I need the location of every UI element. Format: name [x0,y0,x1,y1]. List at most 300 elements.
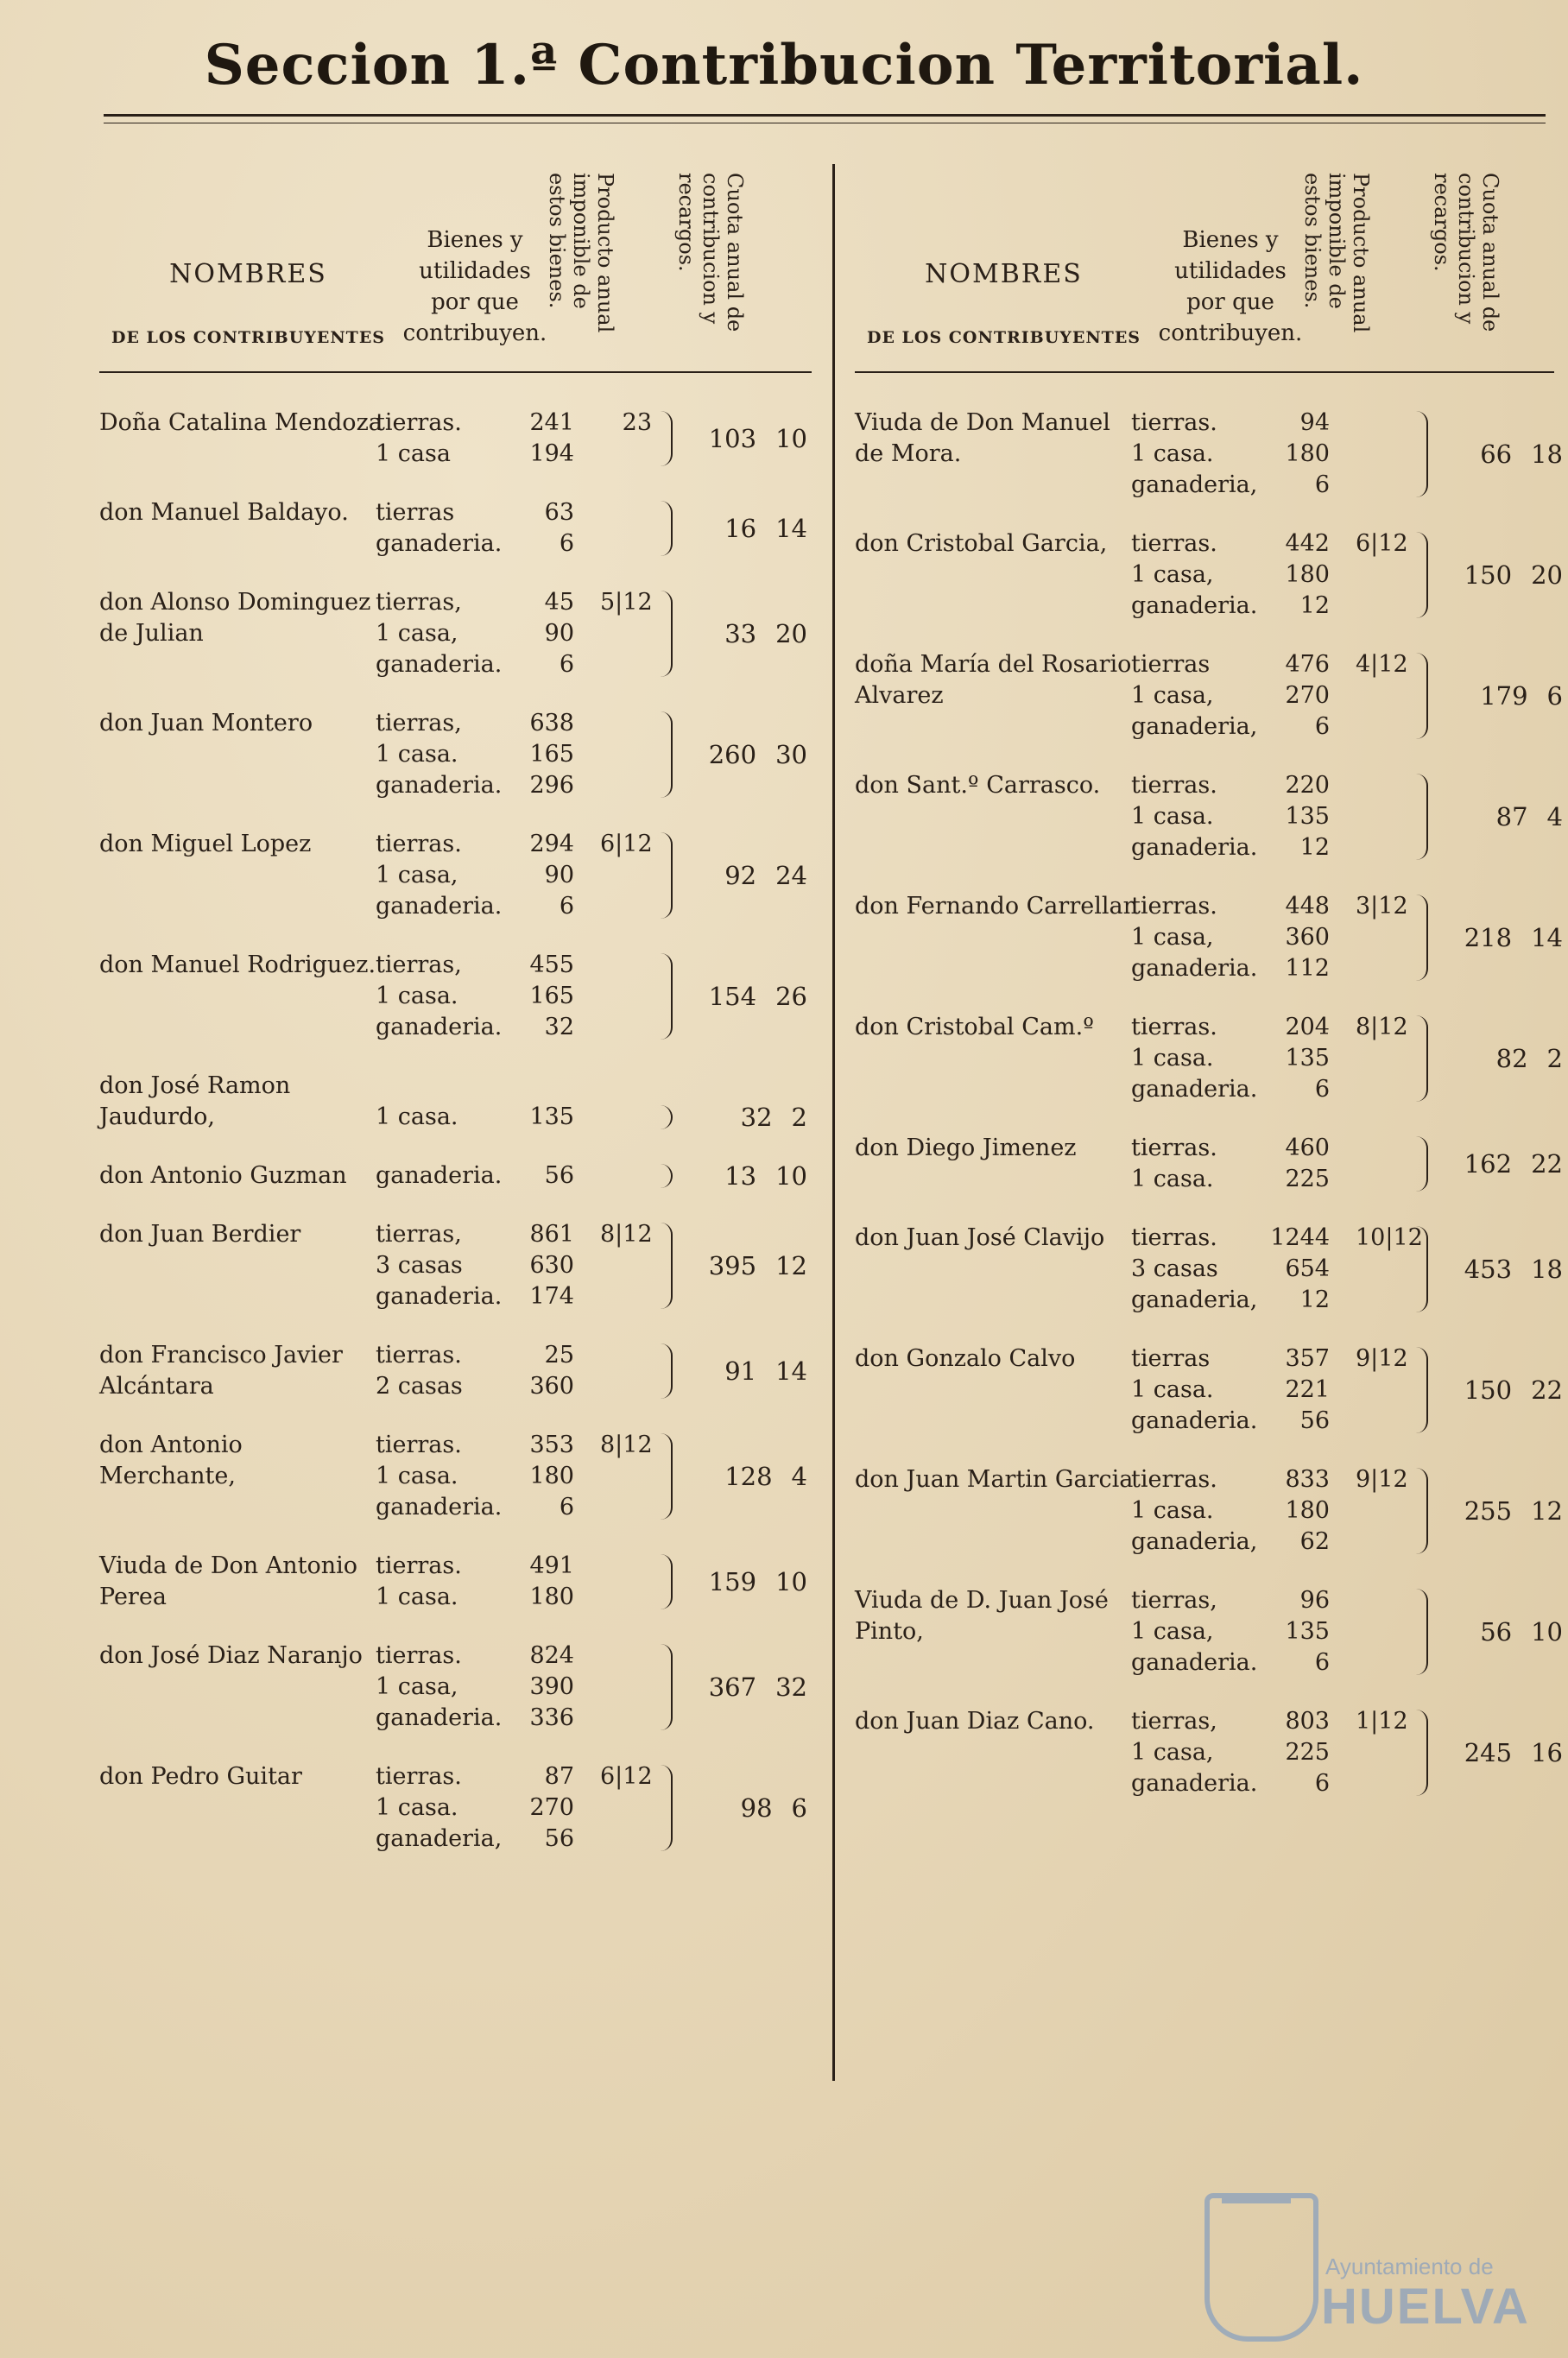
property-label: tierras. [1131,409,1217,436]
contributor-name: don Francisco Javier Alcántara [99,1342,343,1400]
left-entries [99,373,812,1882]
contributor-name: don Diego Jimenez [855,1135,1077,1161]
property-value: 6 [559,651,574,678]
cuota-maravedis: 6 [1546,681,1563,711]
property-value: 630 [529,1252,574,1279]
property-value: 357 [1285,1345,1330,1372]
property-value: 6 [559,530,574,557]
column-divider [832,164,835,2081]
property-label: tierras [1131,651,1211,678]
cuota-value [678,1250,807,1281]
property-label: ganaderia. [376,1283,503,1310]
property-value: 6 [559,1494,574,1520]
cuota-reales: 154 [708,982,757,1011]
property-item [1131,408,1330,439]
brace-mark [659,953,673,1040]
property-label: ganaderia. [376,893,503,920]
property-value: 654 [1285,1255,1330,1282]
cuota-value [678,1461,807,1492]
property-label: ganaderia. [1131,592,1258,619]
property-value: 12 [1299,834,1330,861]
property-value: 96 [1299,1587,1330,1614]
property-label: ganaderia, [1131,1286,1258,1313]
cuota-value [678,1792,807,1824]
cuota-maravedis: 24 [775,861,807,890]
logo-line2: HUELVA [1321,2279,1530,2335]
cuota-maravedis: 14 [775,514,807,543]
cuota-value [678,423,807,454]
property-value: 476 [1285,651,1330,678]
property-value: 180 [1285,440,1330,467]
property-value: 241 [529,409,574,436]
property-item [1131,470,1330,501]
property-items [1131,1464,1330,1558]
brace-mark [659,411,673,466]
property-value: 135 [1285,1618,1330,1645]
header-nombres: NOMBRES [925,259,1083,289]
property-value: 491 [529,1552,574,1579]
cuota-maravedis: 20 [775,619,807,648]
property-value: 336 [529,1704,574,1731]
cuota-maravedis: 18 [1531,1255,1563,1284]
property-value: 455 [529,951,574,978]
cuota-value [1433,680,1563,711]
cuota-maravedis: 22 [1531,1375,1563,1405]
property-item [1131,711,1330,743]
property-label: tierras. [376,1763,462,1790]
brace-mark [659,832,673,919]
property-item [376,891,574,922]
property-items [376,1102,574,1133]
property-item [376,1672,574,1703]
cuota-reales: 255 [1464,1496,1513,1526]
brace-mark [1414,1136,1428,1192]
property-item [376,1640,574,1672]
property-items [376,1640,574,1734]
cuota-value [678,739,807,770]
right-column [855,164,1563,1827]
property-label: tierras, [376,1221,462,1248]
property-items [1131,891,1330,984]
property-item [1131,1406,1330,1437]
property-item [1131,1737,1330,1768]
property-value: 296 [529,772,574,799]
brace-mark [659,1765,673,1851]
property-label: 1 casa. [1131,1045,1214,1072]
cuota-maravedis: 6 [791,1793,807,1823]
property-item [376,497,574,528]
property-items [1131,528,1330,622]
property-label: tierras. [376,1342,462,1369]
property-label: 1 casa. [1131,1497,1214,1524]
property-value: 180 [529,1463,574,1489]
property-label: 3 casas [1131,1255,1218,1282]
cuota-value [678,1102,807,1133]
cuota-maravedis: 10 [1531,1617,1563,1647]
header-producto: Producto anual imponible de estos bienes. [545,173,617,333]
table-row [99,950,812,1043]
cuota-maravedis: 10 [775,424,807,453]
table-header [855,164,1554,373]
property-label: 1 casa, [1131,924,1214,951]
contributor-name: don Antonio Guzman [99,1162,347,1189]
table-row [99,1551,812,1613]
property-value: 12 [1299,592,1330,619]
property-label: 2 casas [376,1373,463,1400]
property-label: tierras, [376,951,462,978]
property-item [376,1824,574,1855]
property-item [376,1102,574,1133]
property-label: ganaderia. [1131,1649,1258,1676]
property-item [1131,922,1330,953]
property-label: 1 casa, [1131,682,1214,709]
property-items [376,950,574,1043]
property-value: 824 [529,1642,574,1669]
header-nombres-sub: DE LOS CONTRIBUYENTES [866,328,1141,347]
property-items [1131,1343,1330,1437]
property-items [1131,1585,1330,1678]
contributor-name: don Sant.º Carrasco. [855,772,1101,799]
property-item [376,950,574,981]
property-value: 180 [1285,1497,1330,1524]
cuota-maravedis: 30 [775,740,807,769]
property-label: tierras [376,499,455,526]
property-item [1131,1585,1330,1616]
property-item [1131,680,1330,711]
property-value: 56 [544,1825,574,1852]
brace-mark [659,1554,673,1609]
contributor-name: Viuda de Don Manuel de Mora. [855,409,1110,467]
property-value: 294 [529,831,574,857]
contributor-name: don Cristobal Garcia, [855,530,1108,557]
cuota-value [1433,1254,1563,1285]
property-value: 360 [1285,924,1330,951]
property-value: 6 [1314,1649,1330,1676]
producto-value: 8|12 [600,1221,653,1248]
property-label: ganaderia. [376,1014,503,1040]
property-label: 1 casa. [1131,440,1214,467]
property-item [1131,891,1330,922]
cuota-reales: 32 [740,1103,773,1132]
table-row [855,528,1563,622]
brace-mark [659,711,673,798]
cuota-maravedis: 20 [1531,560,1563,590]
property-item [1131,953,1330,984]
cuota-maravedis: 10 [775,1567,807,1596]
cuota-value [678,618,807,649]
property-item [1131,1254,1330,1285]
property-label: tierras. [376,409,462,436]
table-row [855,891,1563,984]
property-label: 1 casa. [376,741,458,768]
property-item [376,1219,574,1250]
property-item [1131,528,1330,559]
property-label: tierras, [1131,1708,1217,1735]
contributor-name: don Pedro Guitar [99,1763,302,1790]
property-label: tierras, [376,589,462,616]
property-label: 1 casa, [376,862,458,888]
table-row [99,1640,812,1734]
cuota-value [1433,1148,1563,1179]
property-label: ganaderia, [1131,713,1258,740]
cuota-value [1433,922,1563,953]
cuota-maravedis: 2 [791,1103,807,1132]
property-item [1131,1495,1330,1527]
shield-icon [1204,2193,1318,2342]
property-label: ganaderia. [1131,1770,1258,1797]
cuota-reales: 179 [1480,681,1528,711]
cuota-reales: 56 [1480,1617,1513,1647]
header-producto: Producto anual imponible de estos bienes. [1300,173,1373,333]
table-row [99,1340,812,1402]
property-value: 135 [1285,1045,1330,1072]
cuota-reales: 150 [1464,1375,1513,1405]
contributor-name: don Manuel Rodriguez. [99,951,376,978]
brace-mark [1414,1468,1428,1554]
contributor-name: don Cristobal Cam.º [855,1014,1094,1040]
table-row [99,708,812,801]
property-value: 225 [1285,1739,1330,1766]
property-value: 165 [529,741,574,768]
property-items [376,1761,574,1855]
contributor-name: don José Ramon Jaudurdo, [99,1072,291,1130]
property-value: 460 [1285,1135,1330,1161]
property-value: 63 [544,499,574,526]
property-item [1131,591,1330,622]
cuota-value [678,1356,807,1387]
property-label: ganaderia. [376,1704,503,1731]
cuota-reales: 395 [708,1251,757,1280]
property-value: 833 [1285,1466,1330,1493]
property-label: ganaderia, [1131,1528,1258,1555]
property-items [376,1430,574,1523]
property-items [1131,649,1330,743]
producto-value: 5|12 [600,589,653,616]
property-label: 1 casa, [376,620,458,647]
property-value: 32 [544,1014,574,1040]
property-item [376,1160,574,1192]
property-value: 94 [1299,409,1330,436]
brace-mark [1414,653,1428,739]
property-items [376,829,574,922]
property-item [1131,1647,1330,1678]
producto-value: 9|12 [1356,1466,1408,1493]
property-value: 90 [544,620,574,647]
cuota-reales: 150 [1464,560,1513,590]
right-entries [855,373,1563,1827]
table-row [855,408,1563,501]
cuota-value [1433,1043,1563,1074]
property-item [1131,559,1330,591]
brace-mark [659,591,673,677]
cuota-value [1433,1495,1563,1527]
brace-mark [1414,1589,1428,1675]
table-row [855,1585,1563,1678]
property-label: ganaderia. [1131,1407,1258,1434]
property-item [1131,801,1330,832]
table-row [99,497,812,559]
property-value: 6 [1314,1076,1330,1103]
cuota-value [1433,559,1563,591]
property-value: 112 [1285,955,1330,982]
property-label: 1 casa. [376,1584,458,1610]
property-item [376,618,574,649]
contributor-name: doña María del Rosario Alvarez [855,651,1132,709]
cuota-maravedis: 22 [1531,1149,1563,1179]
producto-value: 6|12 [1356,530,1408,557]
cuota-maravedis: 4 [791,1462,807,1491]
cuota-reales: 128 [724,1462,773,1491]
contributor-name: don Gonzalo Calvo [855,1345,1076,1372]
property-item [1131,1375,1330,1406]
cuota-value [678,860,807,891]
logo-line1: Ayuntamiento de [1325,2254,1494,2279]
property-value: 353 [529,1432,574,1458]
cuota-reales: 16 [724,514,757,543]
table-row [855,1343,1563,1437]
property-value: 135 [1285,803,1330,830]
property-item [376,981,574,1012]
property-label: ganaderia. [376,772,503,799]
brace-mark [659,1105,673,1129]
table-row [99,1430,812,1523]
cuota-reales: 245 [1464,1738,1513,1767]
property-value: 270 [529,1794,574,1821]
producto-value: 10|12 [1356,1224,1423,1251]
property-value: 6 [559,893,574,920]
property-value: 861 [529,1221,574,1248]
property-items [1131,1706,1330,1799]
property-item [376,587,574,618]
property-value: 56 [544,1162,574,1189]
table-row [99,1071,812,1133]
property-items [1131,1133,1330,1195]
property-value: 638 [529,710,574,736]
property-item [1131,1527,1330,1558]
cuota-value [1433,801,1563,832]
property-item [1131,770,1330,801]
cuota-value [678,1566,807,1597]
property-item [1131,1133,1330,1164]
producto-value: 4|12 [1356,651,1408,678]
property-item [1131,832,1330,863]
property-item [376,1761,574,1792]
brace-mark [659,1343,673,1399]
cuota-reales: 13 [724,1161,757,1191]
cuota-reales: 82 [1495,1044,1528,1073]
header-nombres: NOMBRES [169,259,327,289]
header-bienes: Bienes y utilidades por que contribuyen. [402,227,547,346]
brace-mark [659,1433,673,1520]
table-row [99,587,812,680]
table-row [99,829,812,922]
property-value: 180 [1285,561,1330,588]
property-label: 1 casa, [1131,1618,1214,1645]
property-item [1131,1074,1330,1105]
property-label: ganaderia, [1131,471,1258,498]
brace-mark [659,501,673,556]
producto-value: 8|12 [600,1432,653,1458]
cuota-reales: 66 [1480,439,1513,469]
property-label: tierras [1131,1345,1211,1372]
contributor-name: don Miguel Lopez [99,831,312,857]
property-value: 165 [529,983,574,1009]
property-value: 6 [1314,713,1330,740]
property-label: 1 casa. [376,1463,458,1489]
property-value: 1244 [1270,1224,1330,1251]
cuota-reales: 260 [708,740,757,769]
property-label: 1 casa. [376,1103,458,1130]
property-item [376,528,574,559]
property-item [1131,1164,1330,1195]
cuota-reales: 87 [1495,802,1528,831]
property-items [1131,1223,1330,1316]
cuota-reales: 218 [1464,923,1513,952]
contributor-name: Viuda de D. Juan José Pinto, [855,1587,1109,1645]
contributor-name: Doña Catalina Mendoza [99,409,383,436]
property-item [1131,649,1330,680]
property-value: 6 [1314,471,1330,498]
cuota-maravedis: 12 [1531,1496,1563,1526]
cuota-value [678,981,807,1012]
property-items [1131,770,1330,863]
property-item [1131,1464,1330,1495]
property-label: ganaderia. [1131,1076,1258,1103]
property-value: 62 [1299,1528,1330,1555]
property-label: ganaderia, [376,1825,503,1852]
property-label: tierras. [1131,1014,1217,1040]
property-value: 220 [1285,772,1330,799]
property-value: 225 [1285,1166,1330,1192]
header-cuota: Cuota anual de contribucion y recargos. [1430,173,1502,332]
property-item [376,739,574,770]
property-label: 1 casa. [376,1794,458,1821]
page-title: Seccion 1.ª Contribucion Territorial. [204,33,1364,98]
brace-mark [659,1164,673,1188]
property-item [376,860,574,891]
property-value: 194 [529,440,574,467]
property-label: tierras. [376,831,462,857]
property-label: tierras. [1131,1135,1217,1161]
property-value: 12 [1299,1286,1330,1313]
property-label: tierras. [1131,1224,1217,1251]
cuota-maravedis: 2 [1546,1044,1563,1073]
contributor-name: don Juan Martin Garcia [855,1466,1134,1493]
property-label: 3 casas [376,1252,463,1279]
brace-mark [1414,411,1428,497]
cuota-reales: 159 [708,1567,757,1596]
cuota-maravedis: 14 [1531,923,1563,952]
property-label: 1 casa. [1131,1166,1214,1192]
cuota-reales: 98 [740,1793,773,1823]
table-row [855,649,1563,743]
property-items [376,1160,574,1192]
cuota-maravedis: 32 [775,1672,807,1702]
property-label: ganaderia. [1131,955,1258,982]
property-value: 6 [1314,1770,1330,1797]
property-value: 135 [529,1103,574,1130]
brace-mark [1414,1226,1428,1312]
contributor-name: don Antonio Merchante, [99,1432,243,1489]
property-item [376,1371,574,1402]
contributor-name: don Juan José Clavijo [855,1224,1105,1251]
property-item [1131,1616,1330,1647]
table-row [99,1761,812,1855]
property-label: tierras. [1131,1466,1217,1493]
cuota-maravedis: 4 [1546,802,1563,831]
property-value: 180 [529,1584,574,1610]
property-label: 1 casa. [376,983,458,1009]
